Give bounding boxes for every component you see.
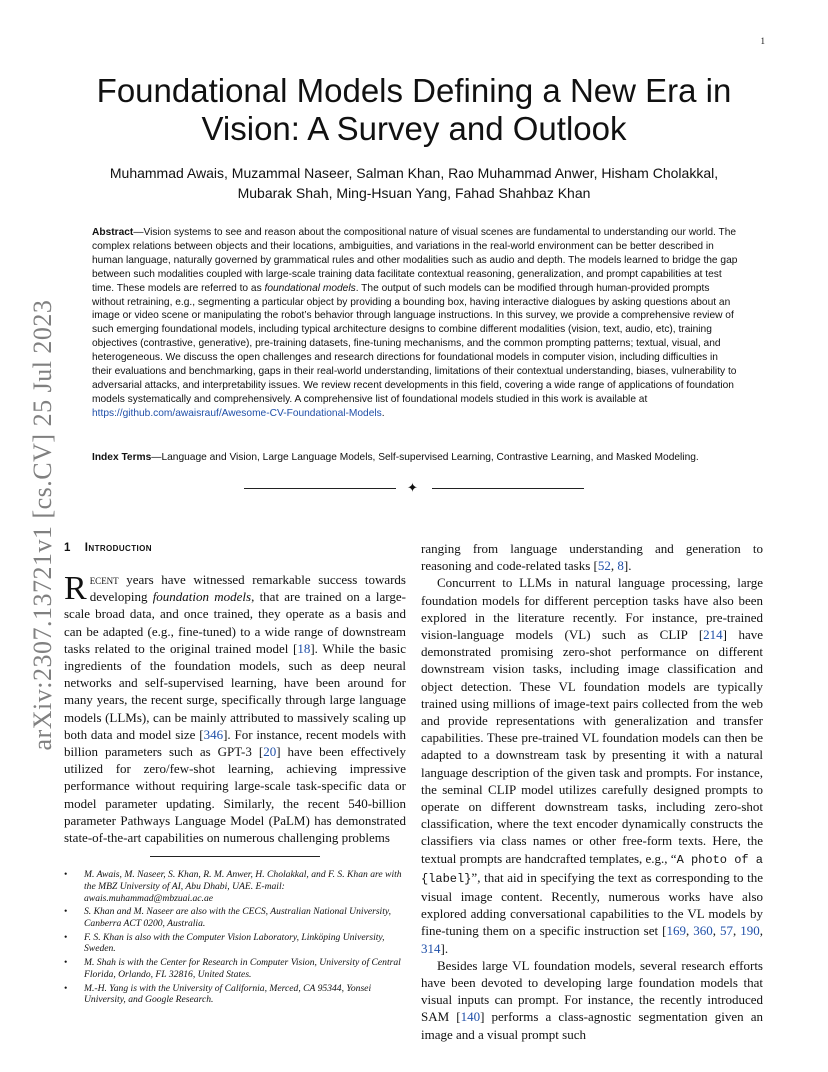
footnote-text: S. Khan and M. Naseer are also with the CECS, Australian National University, Canberra ACT 0200, Australia. bbox=[84, 906, 392, 930]
citation-link[interactable]: 169 bbox=[666, 923, 686, 939]
citation-link[interactable]: 18 bbox=[297, 640, 311, 656]
citation-link[interactable]: 190 bbox=[740, 923, 760, 939]
citation-link[interactable]: 52 bbox=[597, 558, 611, 574]
separator-diamond-icon: ✦ bbox=[407, 480, 418, 495]
intro-paragraph-2: Concurrent to LLMs in natural language processing, large foundation models for different perception tasks have also been explored in the literature recently. For instance, pre-trained vision-language models (VL) such as CLIP [214] have demonstrated promising zero-shot performance on different downstream vision tasks, including image classification and object detection. These VL foundation models are typically trained using millions of image-text pairs collected from the web and provide representations with generalization and transfer capabilities. These pre-trained VL foundation models can then be adapted to a downstream task by presenting it with a natural language description of the given task and prompts. For instance, the seminal CLIP model utilizes carefully designed prompts to operate on different downstream tasks, including zero-shot classification, where the text encoder dynamically constructs the classifiers via class names or other free-form texts. Here, the textual prompts are handcrafted templates, e.g., “A photo of a {label}”, that aid in specifying the text as corresponding to the visual image content. Recently, numerous works have also explored adding conversational capabilities to the VL models by fine-tuning them on a specific instruction set [169, 360, 57, 190, 314]. bbox=[421, 575, 764, 956]
right-column bbox=[421, 540, 763, 1043]
intro-paragraph-continued: ranging from language understanding and generation to reasoning and code-related tasks [52, 8]. bbox=[421, 541, 763, 574]
footnotes bbox=[64, 869, 406, 1006]
section-number: 1 bbox=[64, 542, 71, 554]
separator-line-right bbox=[432, 488, 584, 489]
intro-paragraph-1: Recent years have witnessed remarkable success towards developing foundation models, that are trained on a large-scale broad data, and once trained, they operate as a basis and can be adapted (e.g., fine-tuned) to a wide range of downstream tasks related to the original trained model [18]. While the basic ingredients of the foundation models, such as deep neural networks and self-supervised learning, have been around for many years, the recent surge, specifically through large language models (LLMs), can be mainly attributed to massively scaling up both data and model size [346]. For instance, recent models with billion parameters such as GPT-3 [20] have been effectively utilized for zero/few-shot learning, achieving impressive performance without requiring large-scale task-specific data or model parameter updating. Similarly, the recent 540-billion parameter Pathways Language Model (PaLM) has demonstrated state-of-the-art capabilities on numerous challenging problems bbox=[64, 570, 407, 846]
bullet-icon: • bbox=[64, 869, 68, 881]
citation-link[interactable]: 140 bbox=[460, 1009, 481, 1025]
citation-link[interactable]: 20 bbox=[263, 744, 277, 760]
citation-link[interactable]: 214 bbox=[703, 627, 723, 643]
prompt-template-code: A photo of a {label} bbox=[421, 852, 763, 886]
footnote-item bbox=[64, 957, 406, 980]
citation-link[interactable]: 8 bbox=[617, 558, 624, 574]
intro-paragraph-3: Besides large VL foundation models, several research efforts have been devoted to developing large foundation models that visual inputs can prompt. For instance, the recently introduced SAM [140] performs a class-agnostic segmentation given an image and a visual prompt such bbox=[421, 957, 763, 1042]
index-terms bbox=[92, 451, 742, 465]
citation-link[interactable]: 360 bbox=[693, 923, 713, 939]
section-separator bbox=[244, 480, 584, 496]
arxiv-identifier-stamp: arXiv:2307.13721v1 [cs.CV] 25 Jul 2023 bbox=[28, 299, 57, 751]
citation-link[interactable]: 346 bbox=[203, 726, 224, 742]
author-line-2: Mubarak Shah, Ming-Hsuan Yang, Fahad Shahbaz Khan bbox=[237, 185, 591, 201]
index-terms-text: —Language and Vision, Large Language Models, Self-supervised Learning, Contrastive Learning, and Masked Modeling. bbox=[151, 452, 699, 463]
bullet-icon: • bbox=[64, 906, 68, 918]
footnote-text: M. Shah is with the Center for Research in Computer Vision, University of Central Florida, Orlando, FL 32816, United States. bbox=[84, 957, 401, 980]
section-title: Introduction bbox=[84, 542, 152, 554]
section-heading bbox=[64, 540, 406, 557]
footnote-text: M. Awais, M. Naseer, S. Khan, R. M. Anwer, H. Cholakkal, and F. S. Khan are with the MBZ University of AI, Abu Dhabi, UAE. E-mail: awais.muhammad@mbzuai.ac.ae bbox=[84, 869, 402, 904]
author-line-1: Muhammad Awais, Muzammal Naseer, Salman Khan, Rao Muhammad Anwer, Hisham Cholakkal, bbox=[109, 165, 719, 181]
drop-cap: R bbox=[64, 570, 87, 607]
abstract-text: —Vision systems to see and reason about the compositional nature of visual scenes are fundamental to understanding our world. The complex relations between objects and their locations, ambiguities, and variations in the real-world environment can be better described in human language, naturally governed by grammatical rules and other modalities such as audio and depth. The models learned to bridge the gap between such modalities coupled with large-scale training data facilitate contextual reasoning, generalization, and prompt capabilities at test time. These models are referred to as bbox=[92, 227, 738, 294]
footnote-item bbox=[64, 869, 406, 904]
left-column bbox=[64, 540, 406, 1008]
footnote-item bbox=[64, 932, 406, 955]
abstract-text-continued: . The output of such models can be modified through human-provided prompts without retraining, e.g., segmenting a particular object by providing a bounding box, having interactive dialogues by asking questions about an image or video scene or manipulating the robot’s behavior through language instructions. In this survey, we provide a comprehensive review of such emerging foundational models, including typical architecture designs to combine different modalities (vision, text, audio, etc), training objectives (contrastive, generative), pre-training datasets, fine-tuning mechanisms, and the common prompting patterns; textual, visual, and heterogeneous. We discuss the open challenges and research directions for foundational models in computer vision, including difficulties in their evaluations and benchmarking, gaps in their real-world understanding, limitations of their contextual understanding, biases, vulnerability to adversarial attacks, and interpretability issues. We review recent developments in this field, covering a wide range of applications of foundation models systematically and comprehensively. A comprehensive list of foundational models studied in this work is available at bbox=[92, 282, 737, 405]
citation-group: 169, 360, 57, 190, 314 bbox=[421, 923, 764, 956]
page-number: 1 bbox=[760, 36, 765, 46]
footnote-item bbox=[64, 906, 406, 929]
repository-link[interactable]: https://github.com/awaisrauf/Awesome-CV-Foundational-Models bbox=[92, 407, 382, 419]
separator-line-left bbox=[244, 488, 396, 489]
abstract-label: Abstract bbox=[92, 227, 134, 238]
citation-link[interactable]: 314 bbox=[421, 940, 441, 956]
footnote-item bbox=[64, 983, 406, 1006]
bullet-icon: • bbox=[64, 931, 68, 943]
author-list bbox=[64, 163, 764, 203]
citation-link[interactable]: 57 bbox=[720, 923, 734, 939]
bullet-icon: • bbox=[64, 982, 68, 994]
paper-title: Foundational Models Defining a New Era in Vision: A Survey and Outlook bbox=[96, 72, 732, 147]
bullet-icon: • bbox=[64, 957, 68, 969]
footnote-text: M.-H. Yang is with the University of California, Merced, CA 95344, Yonsei University, and Google Research. bbox=[84, 982, 372, 1006]
footnote-rule bbox=[150, 856, 320, 857]
abstract: Abstract—Vision systems to see and reason about the compositional nature of visual scenes are fundamental to understanding our world. The complex relations between objects and their locations, ambiguities, and variations in the real-world environment can be better described in human language, naturally governed by grammatical rules and other modalities such as audio and depth. The models learned to bridge the gap between such modalities coupled with large-scale training data facilitate contextual reasoning, generalization, and prompt capabilities at test time. These models are referred to as foundational models. The output of such models can be modified through human-provided prompts without retraining, e.g., segmenting a particular object by providing a bounding box, having interactive dialogues by asking questions about an image or video scene or manipulating the robot’s behavior through language instructions. In this survey, we provide a comprehensive review of such emerging foundational models, including typical architecture designs to combine different modalities (vision, text, audio, etc), training objectives (contrastive, generative), pre-training datasets, fine-tuning mechanisms, and the common prompting patterns; textual, visual, and heterogeneous. We discuss the open challenges and research directions for foundational models in computer vision, including difficulties in their evaluations and benchmarking, gaps in their real-world understanding, limitations of their contextual understanding, biases, vulnerability to adversarial attacks, and interpretability issues. We review recent developments in this field, covering a wide range of applications of foundation models systematically and comprehensively. A comprehensive list of foundational models studied in this work is available at https://github.com/awaisrauf/Awesome-CV-Foundational-Models. bbox=[92, 227, 738, 419]
footnote-text: F. S. Khan is also with the Computer Vision Laboratory, Linköping University, Sweden. bbox=[84, 931, 385, 955]
index-terms-label: Index Terms bbox=[92, 452, 152, 463]
abstract-emphasis: foundational models bbox=[264, 282, 356, 294]
